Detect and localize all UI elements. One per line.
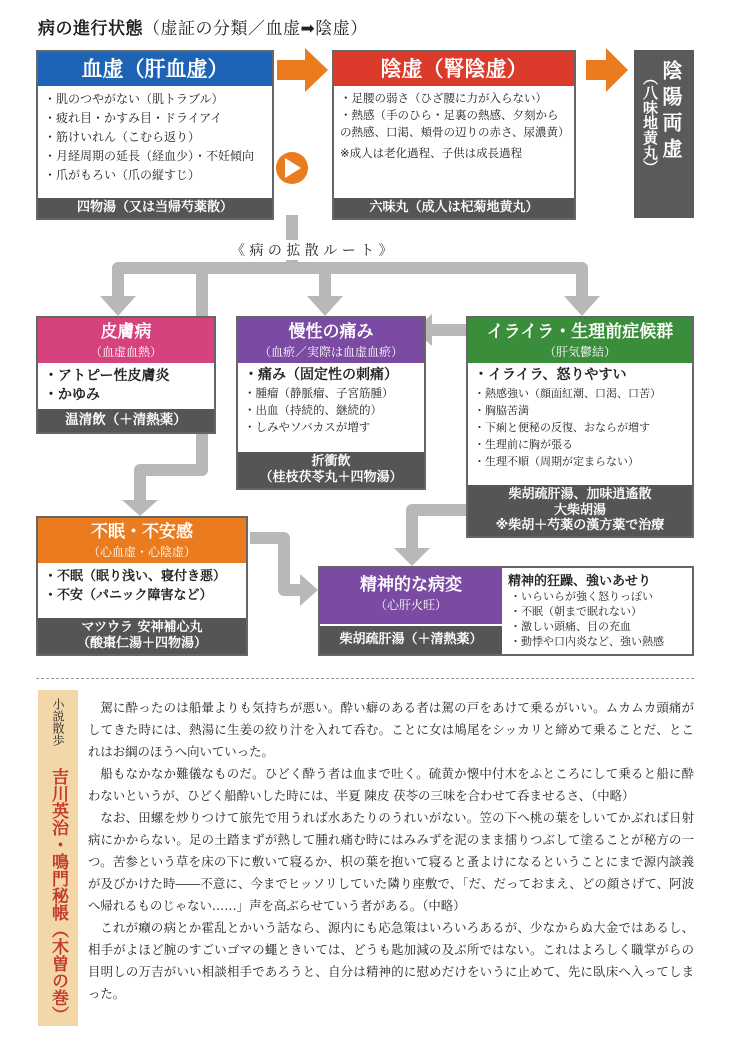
list-item: ・ 胸脇苦満: [474, 402, 686, 419]
irritation-remedy: 柴胡疏肝湯、加味逍遙散 大柴胡湯 ※柴胡＋芍薬の漢方薬で治療: [468, 485, 692, 536]
list-item: ・ 腫瘤（静脈瘤、子宮筋腫）: [244, 385, 418, 402]
yin-deficiency-list: [334, 86, 574, 145]
route-label: 《 病 の 拡 散 ル ー ト 》: [225, 240, 399, 260]
pain-box: [236, 316, 426, 490]
mental-symptoms: [506, 568, 692, 649]
list-item: ・ 足腰の弱さ（ひざ腰に力が入らない）: [340, 90, 568, 107]
arrow-to-pain: [307, 296, 343, 316]
list-item: ・ しみやソバカスが増す: [244, 419, 418, 436]
list-item: ・ 不眠（朝まで眠れない）: [510, 604, 688, 619]
blood-deficiency-header: 血虚（肝血虚）: [38, 52, 272, 86]
blood-deficiency-remedy: 四物湯（又は当帰芍薬散）: [38, 198, 272, 218]
yinyang-remedy: （八味地黄丸）: [641, 70, 659, 175]
yin-deficiency-header: 陰虚（腎陰虚）: [334, 52, 574, 86]
pain-header: 慢性の痛み （血瘀／実際は血虚血瘀）: [238, 318, 424, 363]
arrow-blood-to-yin: [277, 48, 328, 92]
list-item: ・ 爪がもろい（爪の縦すじ）: [44, 166, 266, 185]
irritation-box: [466, 316, 694, 538]
arrow-to-insomnia: [122, 500, 158, 516]
list-item: ・ 激しい頭痛、目の充血: [510, 619, 688, 634]
novel-sidebar: [38, 690, 78, 1026]
yinyang-box: [634, 50, 694, 218]
irritation-main-item: ・イライラ、怒りやすい: [474, 367, 627, 383]
list-item: ・ 動悸や口内炎など、強い熱感: [510, 634, 688, 649]
yin-deficiency-note: ※成人は老化過程、子供は成長過程: [340, 146, 523, 160]
sidebar-label: 小説散歩: [51, 698, 65, 746]
list-item: ・ 熱感（手のひら・足裏の熱感、夕刻からの熱感、口渇、頬骨の辺りの赤さ、尿濃黄）: [340, 107, 568, 141]
section-divider: [36, 678, 694, 679]
list-item: ・ 生理前に胸が張る: [474, 436, 686, 453]
skin-box: [36, 316, 216, 434]
arrow-irritation-to-mental: [394, 548, 430, 566]
arrow-insomnia-to-mental: [300, 574, 318, 606]
mental-box: [318, 566, 694, 656]
insomnia-box: [36, 516, 248, 656]
mental-remedy: 柴胡疏肝湯（＋清熱薬）: [320, 626, 502, 654]
list-item: ・ 不眠（眠り浅い、寝付き悪）: [44, 567, 240, 586]
insomnia-remedy: マツウラ 安神補心丸 （酸棗仁湯＋四物湯）: [38, 618, 246, 655]
arrow-to-irritation: [564, 296, 600, 316]
list-item: ・ アトピー性皮膚炎: [44, 367, 208, 386]
skin-list: [38, 363, 214, 409]
yinyang-title: 陰陽両虚: [659, 60, 683, 164]
mental-left: [320, 568, 502, 654]
mental-list: [506, 589, 692, 649]
yin-deficiency-box: [332, 50, 576, 220]
sidebar-work-title: 吉川英治・鳴門秘帳（木曽の巻）: [48, 768, 68, 1023]
list-item: ・ 疲れ目・かすみ目・ドライアイ: [44, 109, 266, 128]
mental-header: 精神的な病変 （心肝火旺）: [320, 568, 502, 624]
insomnia-list: [38, 563, 246, 609]
novel-paragraph: なお、田螺を炒りつけて旅先で用うれば水あたりのうれいがない。笠の下へ桃の葉をしいてかぶれば日射病にかからない。足の土踏まずが熱して腫れ痛む時にはみみずを泥のまま擂りつぶして塗ることが秘方の一つ。苦参という草を床の下に敷いて寝るか、枳の葉を抱いて寝ると蚤よけになるということにまで源内談義が及びかけた時――不意に、今までヒッソリしていた隣り座敷で、「だ、だっておまえ、どの顔さげて、阿波へ帰れるものじゃない……」声を高ぶらせていう者がある。（中略）: [88, 810, 694, 913]
list-item: ・ 生理不順（周期が定まらない）: [474, 453, 686, 470]
list-item: ・ 下痢と便秘の反復、おならが増す: [474, 419, 686, 436]
pain-list: [238, 385, 424, 440]
pain-main-item: ・痛み（固定性の刺痛）: [244, 367, 398, 383]
novel-excerpt: [88, 697, 694, 1005]
skin-header: 皮膚病 （血虚血熱）: [38, 318, 214, 363]
irritation-list: [468, 385, 692, 474]
mental-side-title: 精神的狂躁、強いあせり: [508, 574, 652, 589]
list-item: ・ 肌のつやがない（肌トラブル）: [44, 90, 266, 109]
list-item: ・ 出血（持続的、継続的）: [244, 402, 418, 419]
pain-remedy: 折衝飲 （桂枝茯苓丸＋四物湯）: [238, 452, 424, 489]
list-item: ・ 筋けいれん（こむら返り）: [44, 128, 266, 147]
list-item: ・ いらいらが強く怒りっぽい: [510, 589, 688, 604]
novel-paragraph: 船もなかなか難儀なものだ。ひどく酔う者は血まで吐く。硫黄か懐中付木をふところにして乗ると船に酔わないというが、ひどく船酔いした時には、半夏 陳皮 茯苓の三味を合わせて呑ませるさ、（中略）: [88, 766, 694, 803]
insomnia-header: 不眠・不安感 （心血虚・心陰虚）: [38, 518, 246, 563]
blood-deficiency-list: [38, 86, 272, 189]
page-title: 病の進行状態（虚証の分類／血虚➡陰虚）: [38, 19, 368, 39]
yin-deficiency-remedy: 六味丸（成人は杞菊地黄丸）: [334, 198, 574, 218]
novel-paragraph: これが癪の病とか霍乱とかいう話なら、源内にも応急策はいろいろあるが、少なからぬ大金ではあるし、相手がよほど腕のすごいゴマの蠅ときいては、どうも匙加減の及ぶ所ではない。これはよろしく職掌がらの目明しの万吉がいい相談相手であろうと、自分は精神的に慰めだけをいうに止めて、先に臥床へ入ってしまった。: [88, 920, 694, 1001]
list-item: ・ かゆみ: [44, 386, 208, 405]
novel-paragraph: 駕に酔ったのは船暈よりも気持ちが悪い。酔い癖のある者は駕の戸をあけて乗るがいい。ムカムカ頭痛がしてきた時には、熱湯に生姜の絞り汁を入れて呑む。ことに女は鳩尾をシッカリと締めて乗ることだ、とこれはお綱のほうへ向いていった。: [88, 700, 694, 759]
list-item: ・ 不安（パニック障害など）: [44, 586, 240, 605]
list-item: ・ 熱感強い（顔面紅潮、口渇、口苦）: [474, 385, 686, 402]
irritation-header: イライラ・生理前症候群 （肝気鬱結）: [468, 318, 692, 363]
blood-deficiency-box: [36, 50, 274, 220]
list-item: ・ 月経周期の延長（経血少）・不妊傾向: [44, 147, 266, 166]
skin-remedy: 温清飲（＋清熱薬）: [38, 409, 214, 432]
arrow-to-skin: [100, 296, 136, 316]
arrow-yin-to-yinyang: [586, 48, 628, 92]
